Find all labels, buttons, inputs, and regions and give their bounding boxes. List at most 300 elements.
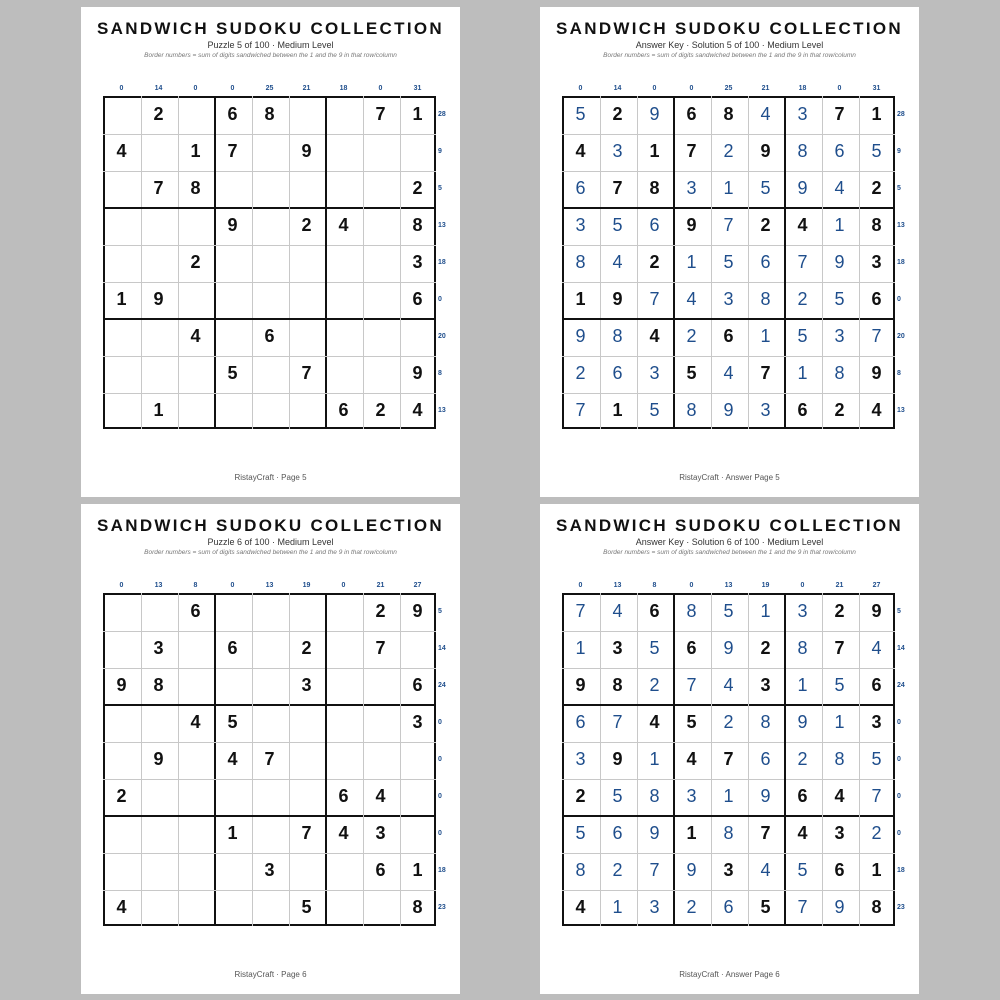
column-clue: 21 [761,85,770,92]
rules-note: Border numbers = sum of digits sandwiched between the 1 and the 9 in that row/column [144,52,397,59]
solution-digit-cell: 6 [575,178,586,198]
solution-digit-cell: 7 [871,326,882,346]
given-digit-cell: 6 [338,786,349,806]
column-clue: 21 [835,582,844,589]
solution-digit-cell: 5 [834,289,845,309]
page-title: SANDWICH SUDOKU COLLECTION [97,19,444,38]
given-digit-cell: 9 [871,363,882,383]
column-clue: 25 [265,85,274,92]
given-digit-cell: 8 [649,178,660,198]
solution-digit-cell: 1 [723,786,734,806]
given-digit-cell: 4 [575,897,586,917]
given-digit-cell: 6 [871,675,882,695]
given-digit-cell: 2 [834,400,845,420]
column-clue: 27 [413,582,422,589]
solution-digit-cell: 4 [834,178,845,198]
given-digit-cell: 3 [723,860,734,880]
given-digit-cell: 3 [375,823,386,843]
column-clue: 0 [193,85,198,92]
solution-digit-cell: 8 [649,786,660,806]
row-clue: 0 [897,830,901,837]
column-clue: 19 [302,582,311,589]
given-digit-cell: 2 [760,638,771,658]
solution-digit-cell: 1 [760,326,771,346]
solution-digit-cell: 9 [723,638,734,658]
given-digit-cell: 7 [760,823,771,843]
solution-digit-cell: 1 [686,252,697,272]
solution-digit-cell: 2 [686,326,697,346]
row-clue: 24 [897,682,905,689]
solution-digit-cell: 1 [723,178,734,198]
column-clue: 0 [341,582,346,589]
given-digit-cell: 2 [575,786,586,806]
column-clues [103,582,436,592]
page-subtitle: Puzzle 6 of 100 · Medium Level [207,537,334,547]
given-digit-cell: 6 [264,326,275,346]
row-clues [438,96,454,429]
given-digit-cell: 5 [301,897,312,917]
solution-digit-cell: 7 [797,897,808,917]
solution-digit-cell: 4 [760,860,771,880]
column-clue: 14 [613,85,622,92]
given-digit-cell: 1 [612,400,623,420]
sudoku-grid [562,593,895,926]
grid-line [252,96,253,429]
solution-digit-cell: 2 [797,289,808,309]
solution-digit-cell: 3 [723,289,734,309]
given-digit-cell: 6 [797,400,808,420]
given-digit-cell: 4 [871,400,882,420]
solution-digit-cell: 2 [649,675,660,695]
column-clue: 31 [413,85,422,92]
row-clue: 8 [897,370,901,377]
given-digit-cell: 3 [871,252,882,272]
solution-digit-cell: 3 [686,786,697,806]
grid-line [103,134,436,135]
solution-digit-cell: 5 [612,786,623,806]
row-clue: 18 [438,259,446,266]
given-digit-cell: 7 [264,749,275,769]
given-digit-cell: 6 [412,675,423,695]
given-digit-cell: 4 [797,215,808,235]
row-clue: 23 [438,904,446,911]
solution-digit-cell: 2 [575,363,586,383]
solution-digit-cell: 4 [686,289,697,309]
solution-digit-cell: 9 [760,786,771,806]
given-digit-cell: 4 [190,712,201,732]
given-digit-cell: 1 [575,289,586,309]
solution-digit-cell: 8 [575,252,586,272]
given-digit-cell: 8 [612,675,623,695]
given-digit-cell: 4 [649,326,660,346]
solution-digit-cell: 6 [575,712,586,732]
given-digit-cell: 7 [375,638,386,658]
grid-line [103,207,436,209]
solution-digit-cell: 5 [871,141,882,161]
given-digit-cell: 1 [153,400,164,420]
grid-line [103,890,436,891]
page-footer: RistayCraft · Page 5 [234,473,307,482]
given-digit-cell: 2 [612,104,623,124]
given-digit-cell: 4 [649,712,660,732]
grid-line [325,96,327,429]
column-clue: 13 [724,582,733,589]
page-subtitle: Answer Key · Solution 6 of 100 · Medium Level [635,537,824,547]
given-digit-cell: 9 [612,749,623,769]
given-digit-cell: 6 [227,104,238,124]
given-digit-cell: 6 [871,289,882,309]
column-clue: 13 [265,582,274,589]
row-clue: 5 [438,608,442,615]
given-digit-cell: 8 [264,104,275,124]
row-clue: 0 [438,756,442,763]
given-digit-cell: 4 [116,897,127,917]
solution-digit-cell: 3 [686,178,697,198]
column-clue: 0 [378,85,383,92]
solution-digit-cell: 5 [723,601,734,621]
given-digit-cell: 8 [412,215,423,235]
column-clue: 21 [302,85,311,92]
given-digit-cell: 7 [834,638,845,658]
rules-note: Border numbers = sum of digits sandwiched between the 1 and the 9 in that row/column [603,52,856,59]
given-digit-cell: 4 [412,400,423,420]
row-clue: 28 [438,111,446,118]
column-clue: 21 [376,582,385,589]
column-clue: 19 [761,582,770,589]
sudoku-grid [103,593,436,926]
solution-digit-cell: 9 [649,104,660,124]
solution-digit-cell: 5 [575,104,586,124]
column-clue: 0 [652,85,657,92]
solution-digit-cell: 6 [723,897,734,917]
page-title: SANDWICH SUDOKU COLLECTION [556,516,903,535]
sudoku-grid [562,96,895,429]
row-clue: 13 [897,407,905,414]
row-clue: 18 [438,867,446,874]
solution-digit-cell: 8 [797,638,808,658]
row-clue: 13 [897,222,905,229]
solution-digit-cell: 6 [612,823,623,843]
solution-digit-cell: 7 [575,601,586,621]
given-digit-cell: 2 [760,215,771,235]
solution-digit-cell: 8 [834,749,845,769]
page-footer: RistayCraft · Answer Page 5 [679,473,780,482]
given-digit-cell: 6 [412,289,423,309]
given-digit-cell: 3 [301,675,312,695]
column-clue: 18 [798,85,807,92]
given-digit-cell: 6 [338,400,349,420]
given-digit-cell: 7 [153,178,164,198]
given-digit-cell: 6 [686,638,697,658]
solution-digit-cell: 7 [871,786,882,806]
sudoku-grid [103,96,436,429]
solution-digit-cell: 7 [686,675,697,695]
column-clue: 0 [578,582,583,589]
solution-digit-cell: 3 [797,104,808,124]
given-digit-cell: 4 [686,749,697,769]
solution-digit-cell: 7 [797,252,808,272]
given-digit-cell: 2 [301,215,312,235]
given-digit-cell: 5 [686,712,697,732]
given-digit-cell: 9 [153,749,164,769]
solution-digit-cell: 5 [797,860,808,880]
given-digit-cell: 3 [760,675,771,695]
given-digit-cell: 2 [412,178,423,198]
solution-digit-cell: 8 [760,289,771,309]
solution-digit-cell: 3 [760,400,771,420]
solution-digit-cell: 7 [649,860,660,880]
solution-digit-cell: 3 [834,326,845,346]
solution-digit-cell: 1 [760,601,771,621]
page-footer: RistayCraft · Answer Page 6 [679,970,780,979]
solution-digit-cell: 9 [649,823,660,843]
solution-digit-cell: 6 [760,749,771,769]
solution-digit-cell: 2 [686,897,697,917]
given-digit-cell: 3 [412,252,423,272]
row-clue: 18 [897,259,905,266]
row-clue: 0 [438,296,442,303]
solution-digit-cell: 5 [649,400,660,420]
solution-digit-cell: 8 [723,823,734,843]
row-clue: 14 [897,645,905,652]
row-clue: 0 [897,719,901,726]
solution-digit-cell: 3 [612,141,623,161]
solution-digit-cell: 6 [649,215,660,235]
page-subtitle: Answer Key · Solution 5 of 100 · Medium Level [635,40,824,50]
given-digit-cell: 5 [227,363,238,383]
page-title: SANDWICH SUDOKU COLLECTION [97,516,444,535]
given-digit-cell: 9 [412,601,423,621]
column-clue: 0 [119,582,124,589]
solution-digit-cell: 1 [797,675,808,695]
solution-digit-cell: 7 [575,400,586,420]
given-digit-cell: 2 [190,252,201,272]
given-digit-cell: 6 [723,326,734,346]
row-clue: 18 [897,867,905,874]
column-clue: 27 [872,582,881,589]
solution-digit-cell: 1 [834,712,845,732]
given-digit-cell: 2 [834,601,845,621]
given-digit-cell: 5 [686,363,697,383]
row-clues [438,593,454,926]
given-digit-cell: 1 [412,104,423,124]
given-digit-cell: 9 [575,675,586,695]
given-digit-cell: 3 [264,860,275,880]
solution-digit-cell: 1 [575,638,586,658]
answer-page-6 [540,504,919,994]
column-clue: 14 [154,85,163,92]
given-digit-cell: 7 [301,363,312,383]
solution-digit-cell: 5 [575,823,586,843]
solution-digit-cell: 3 [649,363,660,383]
given-digit-cell: 3 [871,712,882,732]
solution-digit-cell: 3 [575,215,586,235]
given-digit-cell: 6 [649,601,660,621]
given-digit-cell: 6 [834,860,845,880]
given-digit-cell: 9 [871,601,882,621]
solution-digit-cell: 1 [797,363,808,383]
given-digit-cell: 4 [227,749,238,769]
given-digit-cell: 7 [227,141,238,161]
solution-digit-cell: 9 [797,712,808,732]
given-digit-cell: 7 [375,104,386,124]
row-clue: 13 [438,222,446,229]
given-digit-cell: 6 [227,638,238,658]
solution-digit-cell: 6 [834,141,845,161]
given-digit-cell: 8 [871,215,882,235]
row-clue: 0 [438,719,442,726]
solution-digit-cell: 7 [723,215,734,235]
column-clue: 13 [154,582,163,589]
grid-line [141,96,142,429]
row-clue: 5 [897,608,901,615]
row-clue: 0 [438,793,442,800]
given-digit-cell: 3 [153,638,164,658]
rules-note: Border numbers = sum of digits sandwiched between the 1 and the 9 in that row/column [603,549,856,556]
grid-line [363,96,364,429]
given-digit-cell: 5 [227,712,238,732]
given-digit-cell: 2 [649,252,660,272]
column-clue: 18 [339,85,348,92]
column-clues [562,85,895,95]
solution-digit-cell: 1 [649,749,660,769]
row-clue: 24 [438,682,446,689]
page-footer: RistayCraft · Page 6 [234,970,307,979]
given-digit-cell: 8 [153,675,164,695]
solution-digit-cell: 7 [649,289,660,309]
given-digit-cell: 8 [723,104,734,124]
column-clue: 0 [119,85,124,92]
column-clue: 0 [689,85,694,92]
given-digit-cell: 2 [871,178,882,198]
grid-line [103,356,436,357]
grid-line [325,593,327,926]
solution-digit-cell: 8 [686,400,697,420]
given-digit-cell: 7 [834,104,845,124]
puzzle-page-5 [81,7,460,497]
solution-digit-cell: 8 [686,601,697,621]
solution-digit-cell: 9 [686,860,697,880]
column-clue: 13 [613,582,622,589]
column-clue: 31 [872,85,881,92]
row-clue: 28 [897,111,905,118]
given-digit-cell: 8 [412,897,423,917]
column-clue: 0 [837,85,842,92]
given-digit-cell: 4 [575,141,586,161]
solution-digit-cell: 9 [575,326,586,346]
given-digit-cell: 6 [797,786,808,806]
row-clue: 9 [897,148,901,155]
given-digit-cell: 4 [375,786,386,806]
row-clue: 8 [438,370,442,377]
solution-digit-cell: 9 [834,252,845,272]
column-clues [103,85,436,95]
given-digit-cell: 4 [116,141,127,161]
given-digit-cell: 1 [412,860,423,880]
column-clues [562,582,895,592]
solution-digit-cell: 2 [723,712,734,732]
given-digit-cell: 4 [834,786,845,806]
given-digit-cell: 7 [612,178,623,198]
given-digit-cell: 8 [871,897,882,917]
solution-digit-cell: 5 [760,178,771,198]
given-digit-cell: 3 [834,823,845,843]
puzzle-page-6 [81,504,460,994]
row-clue: 20 [438,333,446,340]
row-clue: 9 [438,148,442,155]
solution-digit-cell: 4 [723,675,734,695]
row-clue: 0 [897,756,901,763]
solution-digit-cell: 9 [797,178,808,198]
row-clue: 13 [438,407,446,414]
solution-digit-cell: 8 [760,712,771,732]
solution-digit-cell: 5 [834,675,845,695]
given-digit-cell: 4 [338,823,349,843]
given-digit-cell: 9 [612,289,623,309]
solution-digit-cell: 8 [575,860,586,880]
solution-digit-cell: 9 [723,400,734,420]
given-digit-cell: 2 [153,104,164,124]
solution-digit-cell: 4 [612,601,623,621]
solution-digit-cell: 4 [871,638,882,658]
solution-digit-cell: 8 [797,141,808,161]
given-digit-cell: 1 [686,823,697,843]
given-digit-cell: 8 [190,178,201,198]
solution-digit-cell: 9 [834,897,845,917]
given-digit-cell: 9 [686,215,697,235]
grid-line [178,593,179,926]
row-clues [897,96,913,429]
given-digit-cell: 5 [760,897,771,917]
column-clue: 0 [578,85,583,92]
row-clue: 20 [897,333,905,340]
given-digit-cell: 1 [116,289,127,309]
given-digit-cell: 2 [301,638,312,658]
solution-digit-cell: 2 [723,141,734,161]
row-clues [897,593,913,926]
column-clue: 8 [193,582,198,589]
given-digit-cell: 6 [375,860,386,880]
solution-digit-cell: 4 [760,104,771,124]
solution-digit-cell: 7 [612,712,623,732]
given-digit-cell: 9 [412,363,423,383]
row-clue: 0 [897,296,901,303]
given-digit-cell: 3 [612,638,623,658]
solution-digit-cell: 5 [649,638,660,658]
row-clue: 5 [438,185,442,192]
solution-digit-cell: 6 [760,252,771,272]
answer-page-5 [540,7,919,497]
page-subtitle: Puzzle 5 of 100 · Medium Level [207,40,334,50]
solution-digit-cell: 5 [797,326,808,346]
given-digit-cell: 2 [375,400,386,420]
grid-line [103,245,436,246]
page-title: SANDWICH SUDOKU COLLECTION [556,19,903,38]
row-clue: 5 [897,185,901,192]
solution-digit-cell: 3 [575,749,586,769]
given-digit-cell: 9 [227,215,238,235]
solution-digit-cell: 3 [797,601,808,621]
column-clue: 0 [230,582,235,589]
row-clue: 23 [897,904,905,911]
solution-digit-cell: 3 [649,897,660,917]
solution-digit-cell: 4 [612,252,623,272]
given-digit-cell: 9 [116,675,127,695]
solution-digit-cell: 5 [871,749,882,769]
solution-digit-cell: 6 [612,363,623,383]
column-clue: 0 [230,85,235,92]
given-digit-cell: 6 [686,104,697,124]
